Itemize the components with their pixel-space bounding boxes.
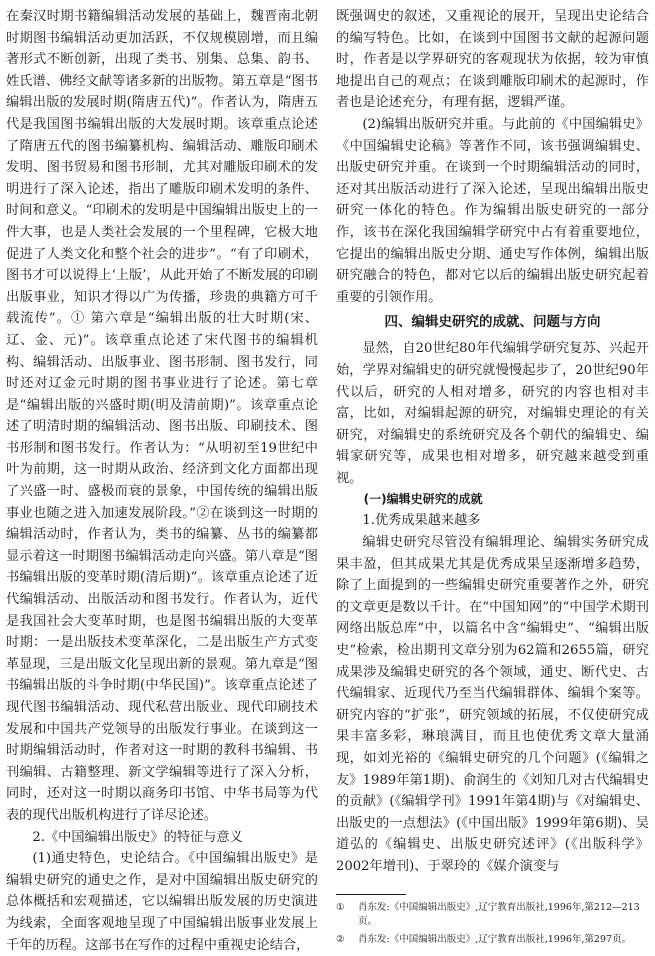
- footnote-text: 肖东发:《中国编辑出版史》,辽宁教育出版社,1996年,第212—213页。: [358, 901, 640, 927]
- body-paragraph: 既强调史的叙述，又重视论的展开，呈现出史论结合的编写特色。比如，在谈到中国图书文献的起源问题时，作者是以学界研究的客观现状为依据，较为审慎地提出自己的观点；在谈到雕版印刷术的起源时，作者也是论述充分，有理有据，逻辑严谨。: [336, 9, 649, 111]
- footnote-mark: ①: [336, 901, 345, 913]
- footnote-mark: ②: [336, 933, 345, 945]
- footnote: [336, 901, 649, 929]
- subsection-heading: 2.《中国编辑出版史》的特征与意义: [32, 829, 243, 845]
- right-column: [336, 6, 649, 951]
- footnote-text: 肖东发:《中国编辑出版史》,辽宁教育出版社,1996年,第297页。: [358, 933, 632, 945]
- body-paragraph: 编辑史研究尽管没有编辑理论、编辑实务研究成果丰盈，但其成果尤其是优秀成果呈逐渐增多趋势，除了上面提到的一些编辑史研究重要著作之外，研究的文章更是数以千计。在“中国知网”的“中国学术期刊网络出版总库”中，以篇名中含“编辑史”、“编辑出版史”检索，检出期刊文章分别为62篇和2655篇，研究成果涉及编辑史研究的各个领域，通史、断代史、古代编辑家、近现代乃至当代编辑群体、编辑个案等。研究内容的“扩张”，研究领域的拓展，不仅使研究成果丰富多彩，琳琅满目，而且也使优秀文章大量涌现，如刘光裕的《编辑史研究的几个问题》(《编辑之友》1989年第1期)、俞润生的《刘知几对古代编辑史的贡献》(《编辑学刊》1991年第4期)与《对编辑史、出版史的一点想法》(《中国出版》1999年第6期)、吴道弘的《编辑史、出版史研究述评》(《出版科学》2002年增刊)、于翠玲的《媒介演变与: [336, 535, 649, 874]
- subsection-heading: 1.优秀成果越来越多: [362, 513, 481, 529]
- body-paragraph: (1)通史特色，史论结合。《中国编辑出版史》是编辑史研究的通史之作，是对中国编辑出版史研究的总体概括和宏观描述，它以编辑出版发展的历史演进为线索，全面客观地呈现了中国编辑出版事业发展上千年的历程。这部书在写作的过程中重视史论结合，: [6, 851, 318, 953]
- footnote-divider: [336, 894, 406, 895]
- body-paragraph: 显然，自20世纪80年代编辑学研究复苏、兴起开始，学界对编辑史的研究就慢慢起步了，20世纪90年代以后，研究的人相对增多，研究的内容也相对丰富，比如，对编辑起源的研究，对编辑史理论的有关研究，对编辑史的系统研究及各个朝代的编辑史、编辑家研究等，成果也相对增多，研究越来越受到重视。: [336, 341, 649, 486]
- footnote: [336, 933, 649, 947]
- body-paragraph: (2)编辑出版研究并重。与此前的《中国编辑史》《中国编辑史论稿》等著作不同，该书强调编辑史、出版史研究并重。在谈到一个时期编辑活动的同时，还对其出版活动进行了深入论述，呈现出编辑出版史研究一体化的特色。作为编辑出版史研究的一部分作，该书在深化我国编辑学研究中占有着重要地位，它提出的编辑出版史分期、通史写作体例，编辑出版研究融合的特色，都对它以后的编辑出版史研究起着重要的引领作用。: [336, 116, 649, 305]
- body-paragraph: 在秦汉时期书籍编辑活动发展的基础上，魏晋南北朝时期图书编辑活动更加活跃，不仅规模剧增，而且编著形式不断创新，出现了类书、别集、总集、韵书、姓氏谱、佛经文献等诸多新的出版物。第五章是“图书编辑出版的发展时期(隋唐五代)”。作者认为，隋唐五代是我国图书编辑出版的大发展时期。该章重点论述了隋唐五代的图书编纂机构、编辑活动、雕版印刷术发明、图书贸易和图书形制，尤其对雕版印刷术的发明进行了深入论述，指出了雕版印刷术发明的条件、时间和意义。“印刷术的发明是中国编辑出版史上的一件大事，也是人类社会发展的一个里程碑，它极大地促进了人类文化和整个社会的进步”。“有了印刷术，图书才可以说得上‘上版’，从此开始了不断发展的印刷出版事业，知识才得以广为传播，珍贵的典籍方可千载流传”。① 第六章是“编辑出版的壮大时期(宋、辽、金、元)”。该章重点论述了宋代图书的编辑机构、编辑活动、出版事业、图书形制、图书发行，同时还对辽金元时期的图书事业进行了论述。第七章是“编辑出版的兴盛时期(明及清前期)”。该章重点论述了明清时期的编辑活动、图书出版、印刷技术、图书形制和图书发行。作者认为：“从明初至19世纪中叶为前期，这一时期从政治、经济到文化方面都出现了兴盛一时、盛极而衰的景象，中国传统的编辑出版事业也随之进入加速发展阶段。”②在谈到这一时期的编辑活动时，作者认为，类书的编纂、丛书的编纂都显示着这一时期图书编辑活动走向兴盛。第八章是“图书编辑出版的变革时期(清后期)”。该章重点论述了近代编辑活动、出版活动和图书发行。作者认为，近代是我国社会大变革时期，也是图书编辑出版的大变革时期：一是出版技术变革深化，二是出版生产方式变革显现，三是出版文化呈现出新的景观。第九章是“图书编辑出版的斗争时期(中华民国)”。该章重点论述了现代图书编辑活动、现代私营出版业、现代印刷技术发展和中国共产党领导的出版发行事业。在谈到这一时期编辑活动时，作者对这一时期的教科书编辑、书刊编辑、古籍整理、新文学编辑等进行了深入分析，同时，还对这一时期以商务印书馆、中华书局等为代表的现代出版机构进行了详尽论述。: [6, 9, 318, 823]
- left-column: [6, 6, 318, 956]
- section-heading: 四、编辑史研究的成就、问题与方向: [384, 314, 601, 331]
- subsection-heading: (一)编辑史研究的成就: [363, 492, 483, 507]
